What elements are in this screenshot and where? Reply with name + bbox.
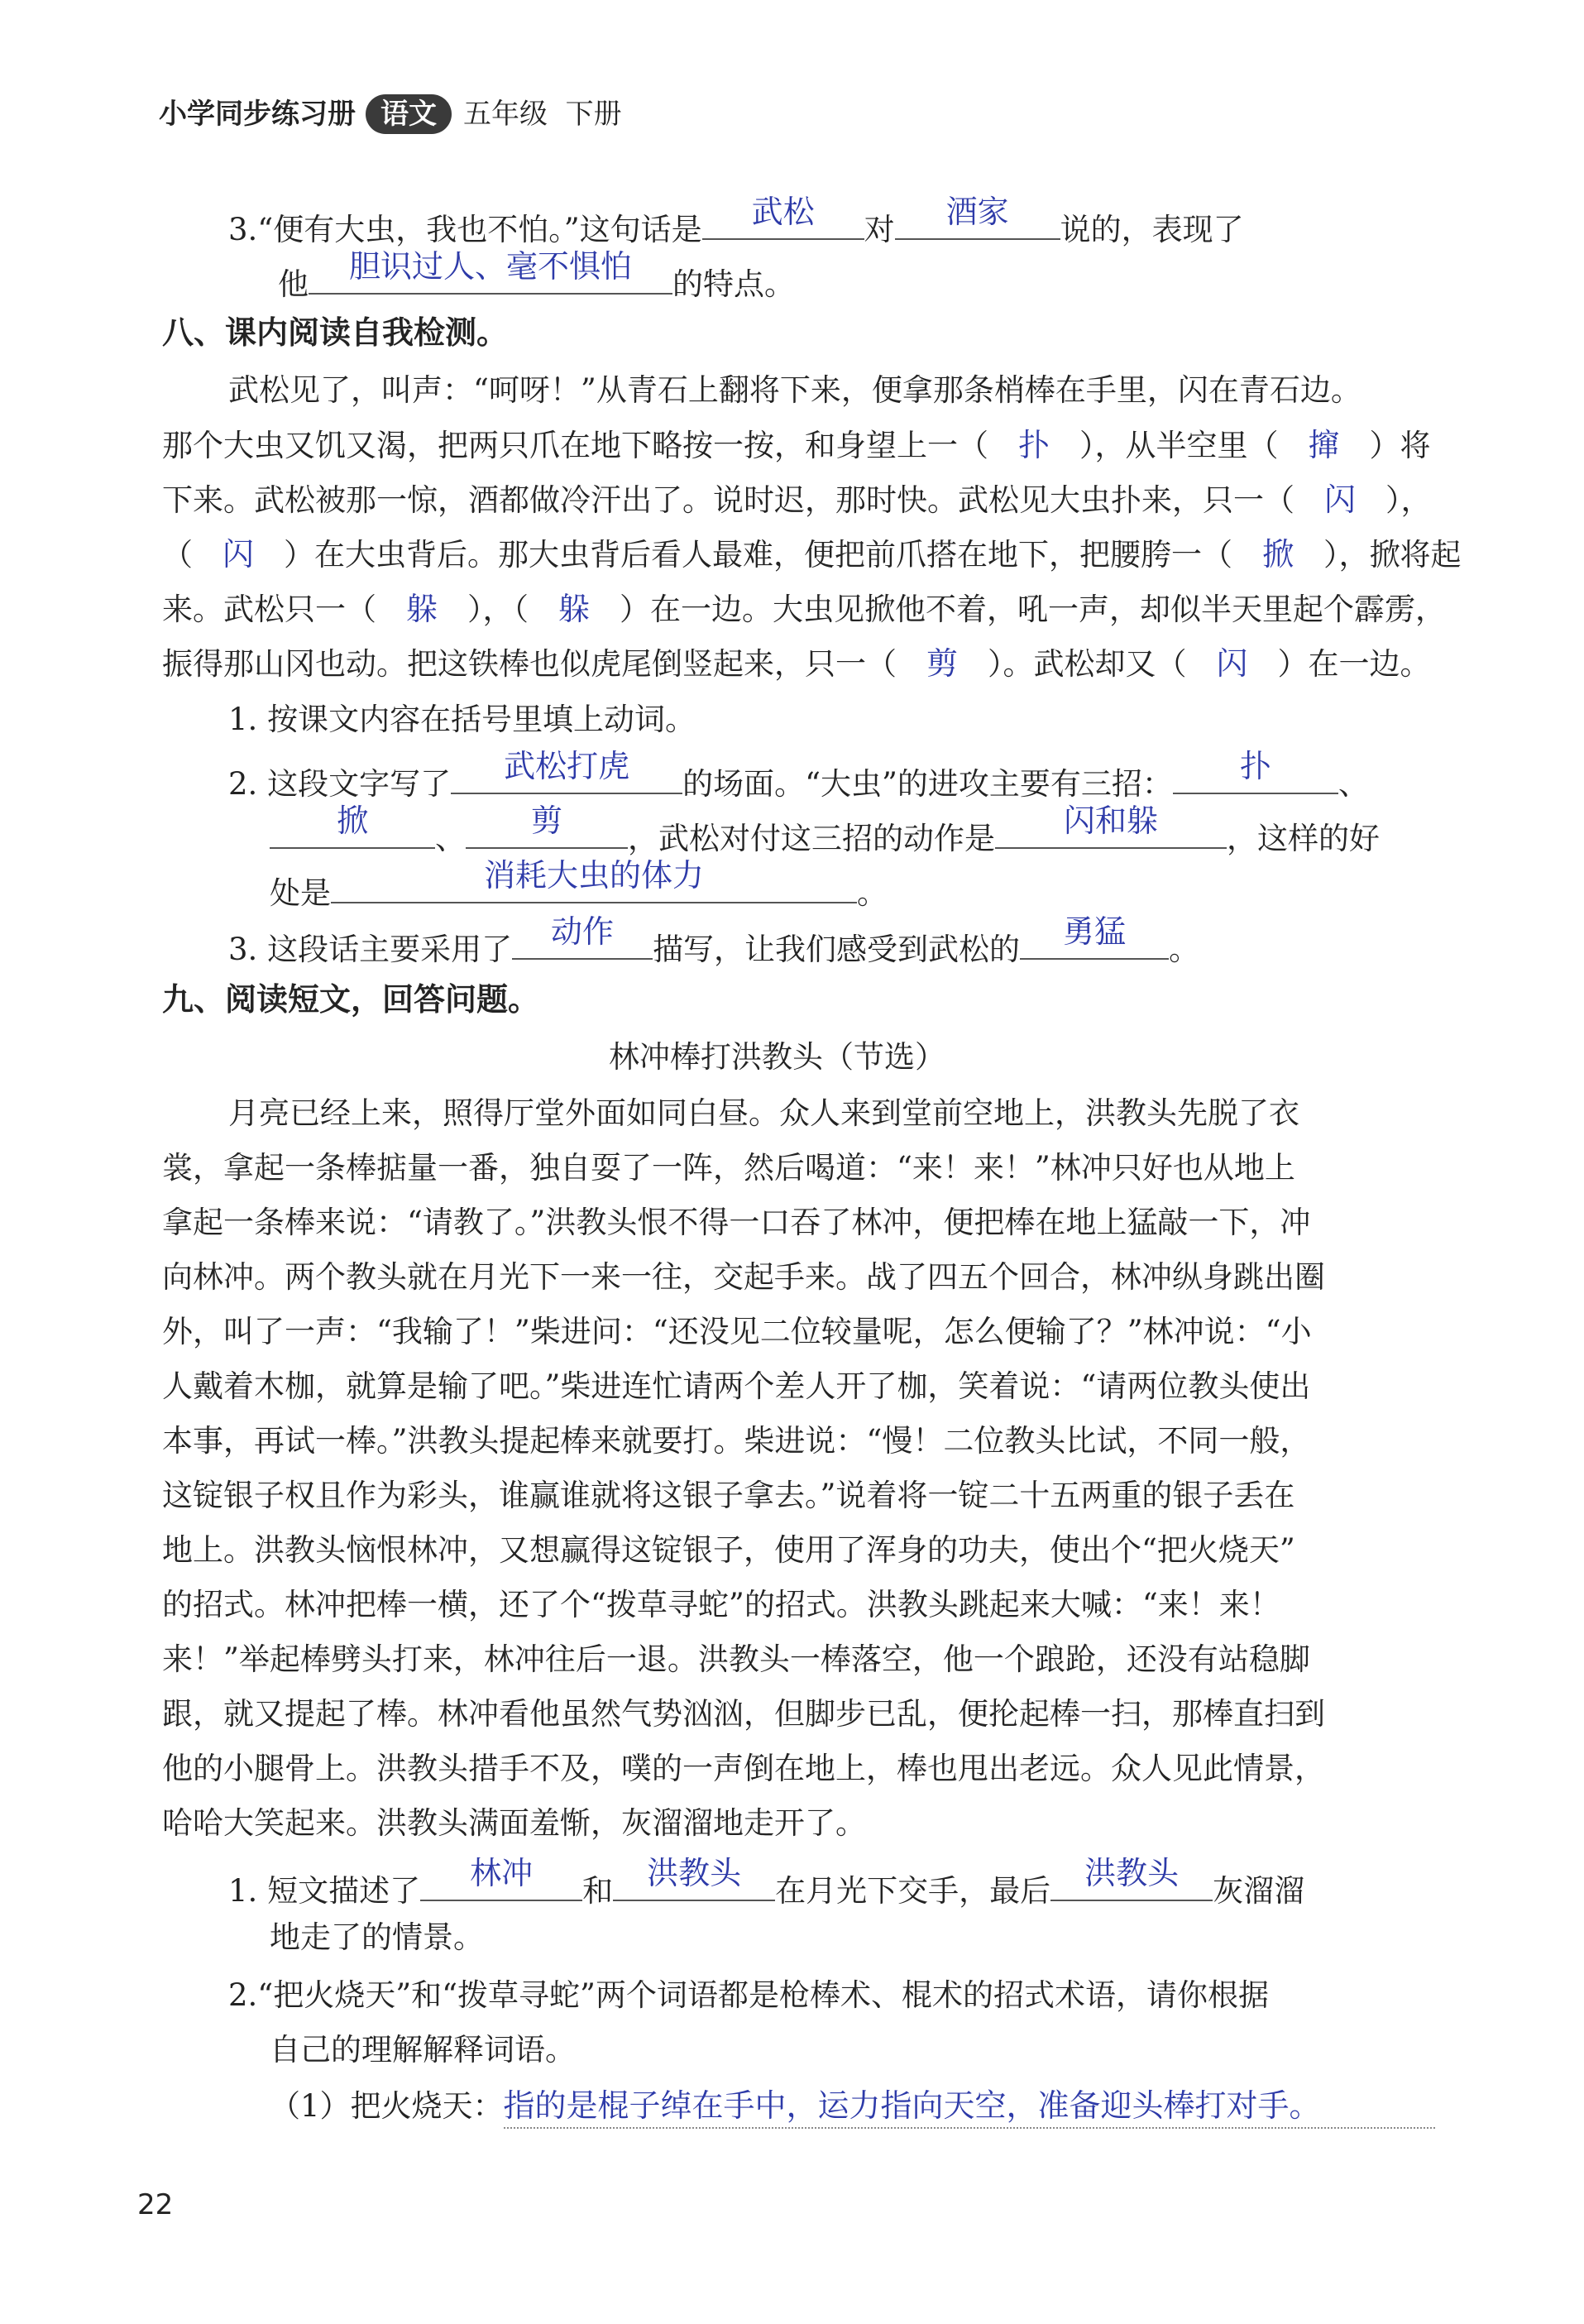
page-header <box>159 93 622 136</box>
s8-passage-line1: 武松见了，叫声：“呵呀！”从青石上翻将下来，便拿那条梢棒在手里，闪在青石边。 <box>228 372 1361 408</box>
article-line: 月亮已经上来，照得厅堂外面如同白昼。众人来到堂前空地上，洪教头先脱了衣 <box>228 1095 1299 1131</box>
grade-label: 五年级 <box>463 98 548 131</box>
article-line: 跟，就又提起了棒。林冲看他虽然气势汹汹，但脚步已乱，便抡起棒一扫，那棒直扫到 <box>162 1696 1325 1732</box>
article-line: 的招式。林冲把棒一横，还了个“拨草寻蛇”的招式。洪教头跳起来大喊：“来！来！ <box>162 1587 1280 1622</box>
article-line: 外，叫了一声：“我输了！”柴进问：“还没见二位较量呢，怎么便输了？”林冲说：“小 <box>162 1314 1312 1349</box>
s8-q2-blank-move1[interactable]: 扑 <box>1173 753 1338 794</box>
s8-passage-line3: 下来。武松被那一惊，酒都做冷汗出了。说时迟，那时快。武松见大虫扑来，只一（ 闪 ）， <box>162 477 1432 524</box>
article-line: 向林冲。两个教头就在月光下一来一往，交起手来。战了四五个回合，林冲纵身跳出圈 <box>162 1259 1325 1295</box>
s9-q1-blank-person1[interactable]: 林冲 <box>420 1860 582 1901</box>
s8-q1: 1. 按课文内容在括号里填上动词。 <box>228 702 696 737</box>
s8-q2-line3: 处是 消耗大虫的体力 。 <box>270 857 888 911</box>
s8-q2-blank-move2[interactable]: 掀 <box>270 807 435 849</box>
q3-top-blank-trait[interactable]: 胆识过人、毫不惧怕 <box>309 253 672 295</box>
verb-blank-6[interactable]: 躲 <box>405 591 438 627</box>
verb-blank-8[interactable]: 剪 <box>926 645 958 682</box>
s8-q2-blank-response[interactable]: 闪和躲 <box>995 807 1227 849</box>
subject-badge: 语文 <box>366 94 452 134</box>
s9-q2-line1: 2.“把火烧天”和“拨草寻蛇”两个词语都是枪棒术、棍术的招式术语，请你根据 <box>228 1977 1269 2013</box>
verb-blank-9[interactable]: 闪 <box>1216 645 1248 682</box>
q3-top-blank-speaker[interactable]: 武松 <box>702 199 864 240</box>
page-number: 22 <box>137 2188 174 2221</box>
s8-q3: 3. 这段话主要采用了 动作 描写，让我们感受到武松的 勇猛 。 <box>228 913 1200 967</box>
book-title: 小学同步练习册 <box>159 98 356 131</box>
s8-q2-blank-scene[interactable]: 武松打虎 <box>451 753 682 794</box>
article-line: 本事，再试一棒。”洪教头提起棒来就要打。柴进说：“慢！二位教头比试，不同一般， <box>162 1423 1311 1459</box>
s9-q2-sub1-answer[interactable]: 指的是棍子绰在手中，运力指向天空，准备迎头棒打对手。 <box>504 2084 1435 2129</box>
s9-q2-sub1: （1）把火烧天：指的是棍子绰在手中，运力指向天空，准备迎头棒打对手。 <box>270 2083 1435 2130</box>
verb-blank-1[interactable]: 扑 <box>1017 427 1050 463</box>
q3-top-line1: 3.“便有大虫，我也不怕。”这句话是 武松 对 酒家 说的，表现了 <box>228 194 1244 247</box>
article-line: 裳，拿起一条棒掂量一番，独自耍了一阵，然后喝道：“来！来！”林冲只好也从地上 <box>162 1150 1295 1186</box>
s8-passage-line4: （ 闪 ）在大虫背后。那大虫背后看人最难，便把前爪搭在地下，把腰胯一（ 掀 ），掀将起 <box>162 531 1462 578</box>
s8-q2-line1: 2. 这段文字写了 武松打虎 的场面。“大虫”的进攻主要有三招： 扑 、 <box>228 748 1369 802</box>
section9-title: 九、阅读短文，回答问题。 <box>162 981 540 1018</box>
s9-q1-blank-loser[interactable]: 洪教头 <box>1050 1860 1213 1901</box>
s8-q3-blank-feeling[interactable]: 勇猛 <box>1020 918 1169 960</box>
verb-blank-2[interactable]: 撺 <box>1308 427 1340 463</box>
s8-passage-line5: 来。武松只一（ 躲 ），（ 躲 ）在一边。大虫见掀他不着，吼一声，却似半天里起个霹雳， <box>162 586 1446 633</box>
s8-passage-line2: 那个大虫又饥又渴，把两只爪在地下略按一按，和身望上一（ 扑 ），从半空里（ 撺 ）将 <box>162 422 1431 469</box>
s8-q2-blank-benefit[interactable]: 消耗大虫的体力 <box>331 862 857 903</box>
q3-top-line2: 他 胆识过人、毫不惧怕 的特点。 <box>278 248 795 302</box>
s8-passage-line6: 振得那山冈也动。把这铁棒也似虎尾倒竖起来，只一（ 剪 ）。武松却又（ 闪 ）在一边。 <box>162 640 1431 688</box>
verb-blank-7[interactable]: 躲 <box>558 591 590 627</box>
s8-q2-blank-move3[interactable]: 剪 <box>466 807 628 849</box>
s9-q1-line1: 1. 短文描述了 林冲 和 洪教头 在月光下交手，最后 洪教头 灰溜溜 <box>228 1855 1305 1909</box>
s9-q1-blank-person2[interactable]: 洪教头 <box>613 1860 775 1901</box>
s9-q1-line2: 地走了的情景。 <box>270 1919 484 1955</box>
article-line: 他的小腿骨上。洪教头措手不及，噗的一声倒在地上，棒也甩出老远。众人见此情景， <box>162 1751 1325 1786</box>
article-line: 拿起一条棒来说：“请教了。”洪教头恨不得一口吞了林冲，便把棒在地上猛敲一下，冲 <box>162 1205 1311 1240</box>
verb-blank-5[interactable]: 掀 <box>1261 536 1294 573</box>
verb-blank-4[interactable]: 闪 <box>222 536 254 573</box>
s9-q2-line2: 自己的理解解释词语。 <box>270 2032 576 2068</box>
q3-top-blank-listener[interactable]: 酒家 <box>895 199 1060 240</box>
article-line: 这锭银子权且作为彩头，谁赢谁就将这银子拿去。”说着将一锭二十五两重的银子丢在 <box>162 1478 1295 1513</box>
section8-title: 八、课内阅读自我检测。 <box>162 314 509 351</box>
article-title: 林冲棒打洪教头（节选） <box>609 1039 945 1075</box>
article-line: 哈哈大笑起来。洪教头满面羞惭，灰溜溜地走开了。 <box>162 1805 866 1841</box>
article-line: 来！”举起棒劈头打来，林冲往后一退。洪教头一棒落空，他一个踉跄，还没有站稳脚 <box>162 1641 1310 1677</box>
article-line: 人戴着木枷，就算是输了吧。”柴进连忙请两个差人开了枷，笑着说：“请两位教头使出 <box>162 1368 1311 1404</box>
s8-q3-blank-method[interactable]: 动作 <box>512 918 653 960</box>
volume-label: 下册 <box>565 98 622 131</box>
s8-q2-line2: 掀 、 剪 ，武松对付这三招的动作是 闪和躲 ，这样的好 <box>270 807 1380 862</box>
article-line: 地上。洪教头恼恨林冲，又想赢得这锭银子，使用了浑身的功夫，使出个“把火烧天” <box>162 1532 1295 1568</box>
verb-blank-3[interactable]: 闪 <box>1323 482 1356 518</box>
